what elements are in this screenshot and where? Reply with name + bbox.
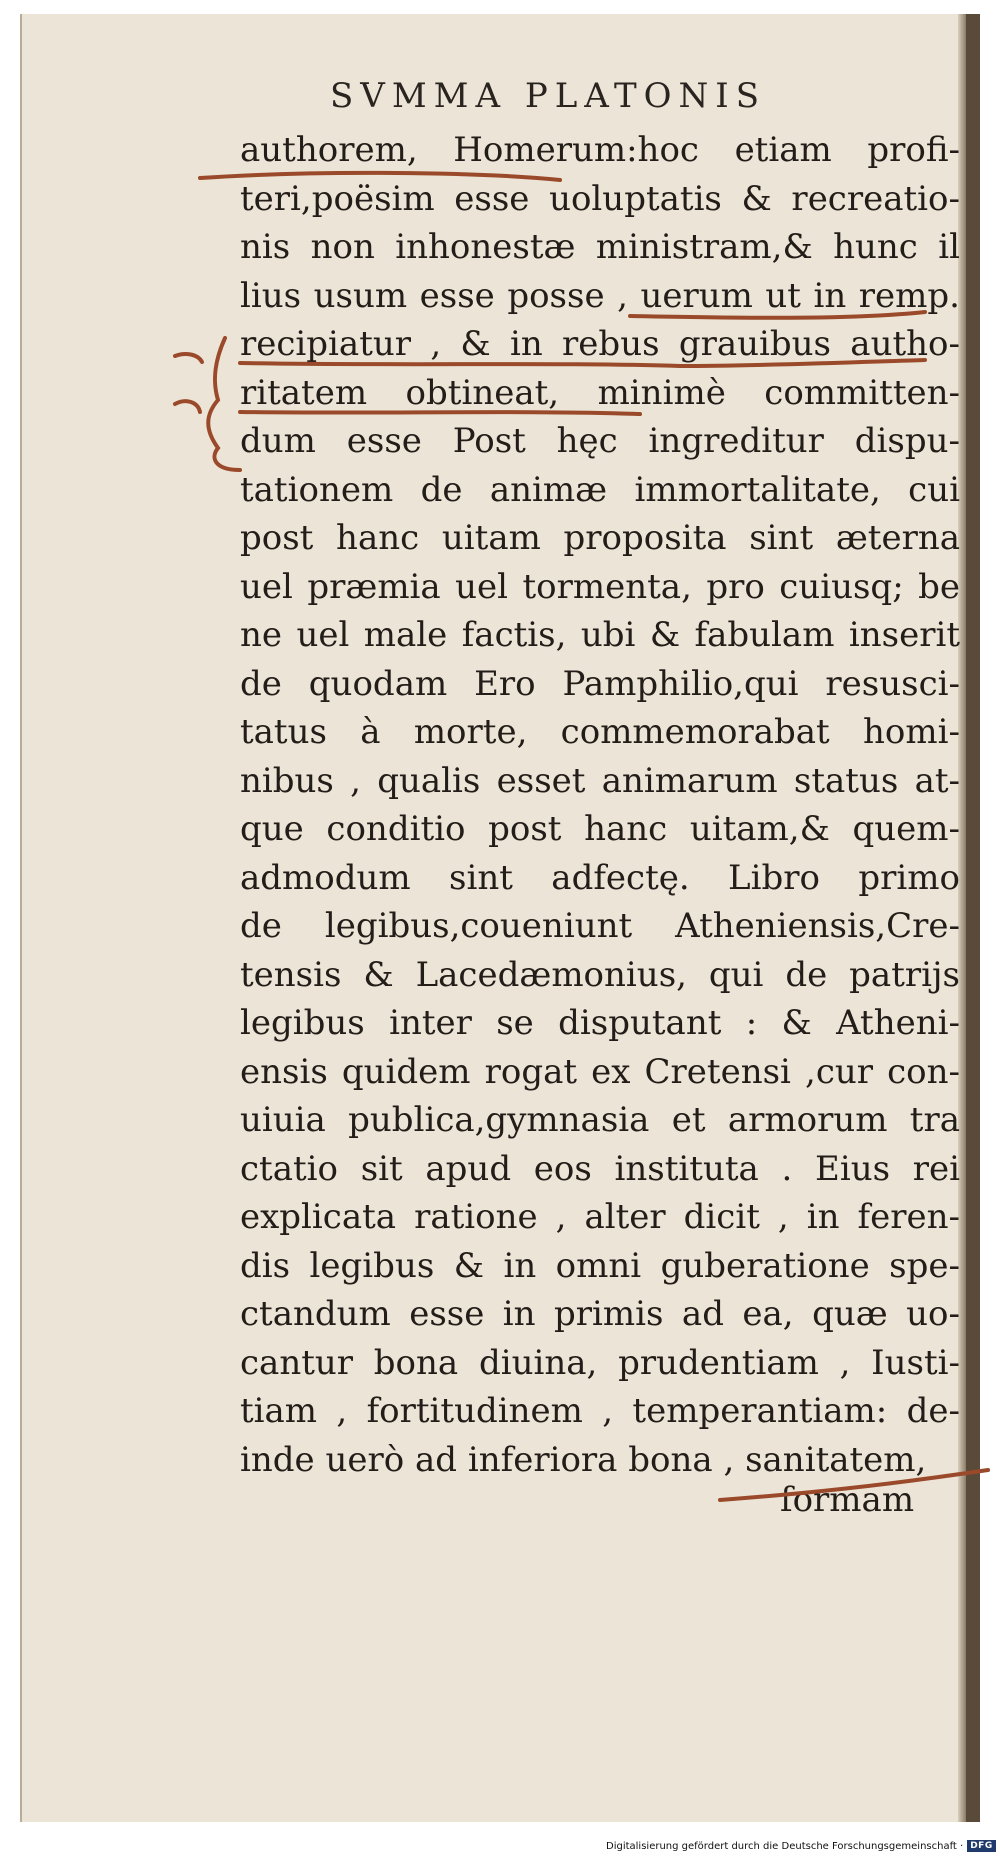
text-line: de legibus,coueniunt Atheniensis,Cre- [240,906,960,946]
body-text [240,126,960,1484]
dfg-logo: DFG [967,1840,996,1852]
text-line: uel præmia uel tormenta, pro cuiusq; be [240,566,960,607]
text-line: tatus à morte, commemorabat homi- [240,712,960,752]
text-line: tensis & Lacedæmonius, qui de patrijs [240,954,960,995]
text-line: ne uel male factis, ubi & fabulam inserit [240,615,960,655]
text-line: teri,poësim esse uoluptatis & recreatio- [240,178,960,219]
text-line: legibus inter se disputant : & Atheni- [240,1003,960,1043]
running-head: SVMMA PLATONIS [330,76,767,116]
text-line: nis non inhonestæ ministram,& hunc il [240,227,960,267]
text-line: ctandum esse in primis ad ea, quæ uo- [240,1294,960,1334]
text-line: post hanc uitam proposita sint æterna [240,518,960,558]
text-line: cantur bona diuina, prudentiam , Iusti- [240,1342,960,1383]
text-line: dum esse Post hęc ingreditur dispu- [240,421,960,461]
text-line: lius usum esse posse , uerum ut in remp. [240,275,960,316]
text-line: que conditio post hanc uitam,& quem- [240,809,960,849]
text-line: ctatio sit apud eos instituta . Eius rei [240,1148,960,1189]
text-line: tationem de animæ immortalitate, cui [240,469,960,510]
digitization-credit [606,1836,996,1856]
text-line: recipiatur , & in rebus grauibus autho- [240,324,960,364]
text-line: inde uerò ad inferiora bona , sanitatem, [240,1439,927,1480]
text-line: nibus , qualis esset animarum status at- [240,760,960,801]
text-line: authorem, Homerum:hoc etiam profi- [240,130,960,170]
text-line: ritatem obtineat, minimè committen- [240,372,960,413]
text-line: admodum sint adfectę. Libro primo [240,857,960,898]
text-line: dis legibus & in omni guberatione spe- [240,1245,960,1286]
text-line: tiam , fortitudinem , temperantiam: de- [240,1391,960,1431]
text-line: ensis quidem rogat ex Cretensi ,cur con- [240,1051,960,1092]
credit-text: Digitalisierung gefördert durch die Deutsche Forschungsgemeinschaft · [606,1840,964,1852]
text-line: explicata ratione , alter dicit , in feren- [240,1197,960,1237]
text-line: uiuia publica,gymnasia et armorum tra [240,1100,960,1140]
catchword: formam [780,1480,915,1520]
text-line: de quodam Ero Pamphilio,qui resusci- [240,663,960,704]
